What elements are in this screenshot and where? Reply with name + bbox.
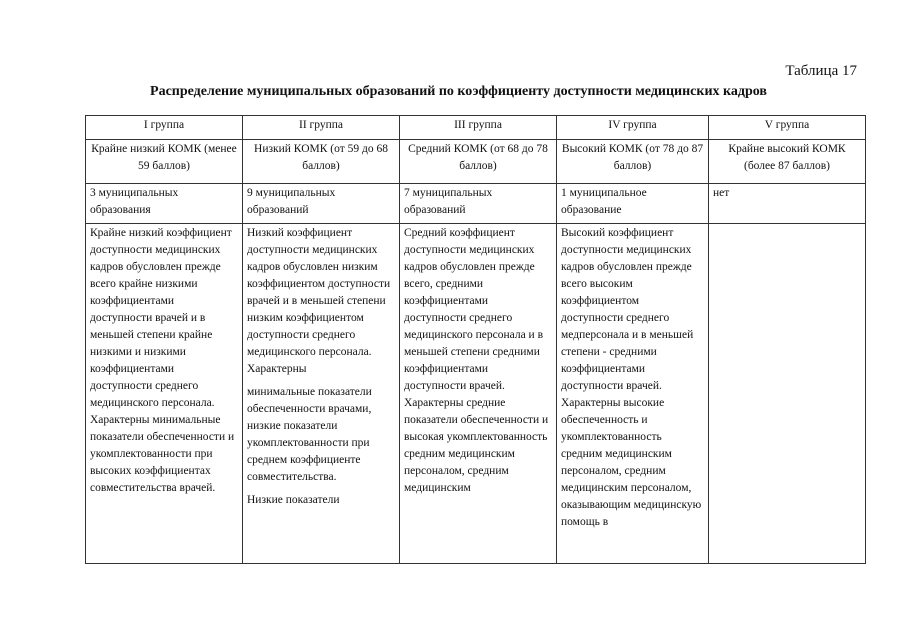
category-cell: Низкий КОМК (от 59 до 68 баллов) (243, 140, 400, 184)
description-cell-group-1: Крайне низкий коэффициент доступности медицинских кадров обусловлен прежде всего крайне низкими коэффициентами доступности врачей и в меньшей степени крайне низкими и низкими коэффициентами доступности среднего медицинского персонала. Характерны минимальные показатели обеспеченности и укомплектованности при высоких коэффициентах совместительства врачей. (86, 224, 243, 564)
count-cell: нет (709, 184, 866, 224)
header-group-3: III группа (400, 116, 557, 140)
table-title: Распределение муниципальных образований по коэффициенту доступности медицинских кадров (150, 84, 767, 99)
description-paragraph: Низкие показатели (247, 494, 340, 506)
header-group-1: I группа (86, 116, 243, 140)
category-cell: Высокий КОМК (от 78 до 87 баллов) (557, 140, 709, 184)
description-paragraph: Низкий коэффициент доступности медицинских кадров обусловлен низким коэффициентом доступности врачей и в меньшей степени низким коэффициентом доступности среднего медицинского персонала. Характерны (247, 227, 391, 375)
count-cell: 9 муниципальных образований (243, 184, 400, 224)
header-row (86, 116, 866, 140)
count-row (86, 184, 866, 224)
header-group-4: IV группа (557, 116, 709, 140)
count-cell: 3 муниципальных образования (86, 184, 243, 224)
description-row (86, 224, 866, 564)
category-cell: Средний КОМК (от 68 до 78 баллов) (400, 140, 557, 184)
header-group-5: V группа (709, 116, 866, 140)
description-paragraph: минимальные показатели обеспеченности врачами, низкие показатели укомплектованности при среднем коэффициенте совместительства. (247, 386, 372, 483)
category-cell: Крайне высокий КОМК (более 87 баллов) (709, 140, 866, 184)
category-cell: Крайне низкий КОМК (менее 59 баллов) (86, 140, 243, 184)
table-number: Таблица 17 (785, 63, 857, 79)
description-cell-group-4: Высокий коэффициент доступности медицинских кадров обусловлен прежде всего высоким коэффициентом доступности среднего медперсонала и в меньшей степени - средними коэффициентами доступности врачей. Характерны высокие обеспеченность и укомплектованность средним медицинским персоналом, средним медицинским персоналом, оказывающим медицинскую помощь в (557, 224, 709, 564)
description-cell-group-5 (709, 224, 866, 564)
description-cell-group-2 (243, 224, 400, 564)
header-group-2: II группа (243, 116, 400, 140)
distribution-table (85, 115, 866, 564)
count-cell: 7 муниципальных образований (400, 184, 557, 224)
description-cell-group-3: Средний коэффициент доступности медицинских кадров обусловлен прежде всего, средними коэффициентами доступности среднего медицинского персонала и в меньшей степени средними коэффициентами доступности врачей. Характерны средние показатели обеспеченности и высокая укомплектованность средним медицинским персоналом, средним медицинским (400, 224, 557, 564)
count-cell: 1 муниципальное образование (557, 184, 709, 224)
category-row (86, 140, 866, 184)
